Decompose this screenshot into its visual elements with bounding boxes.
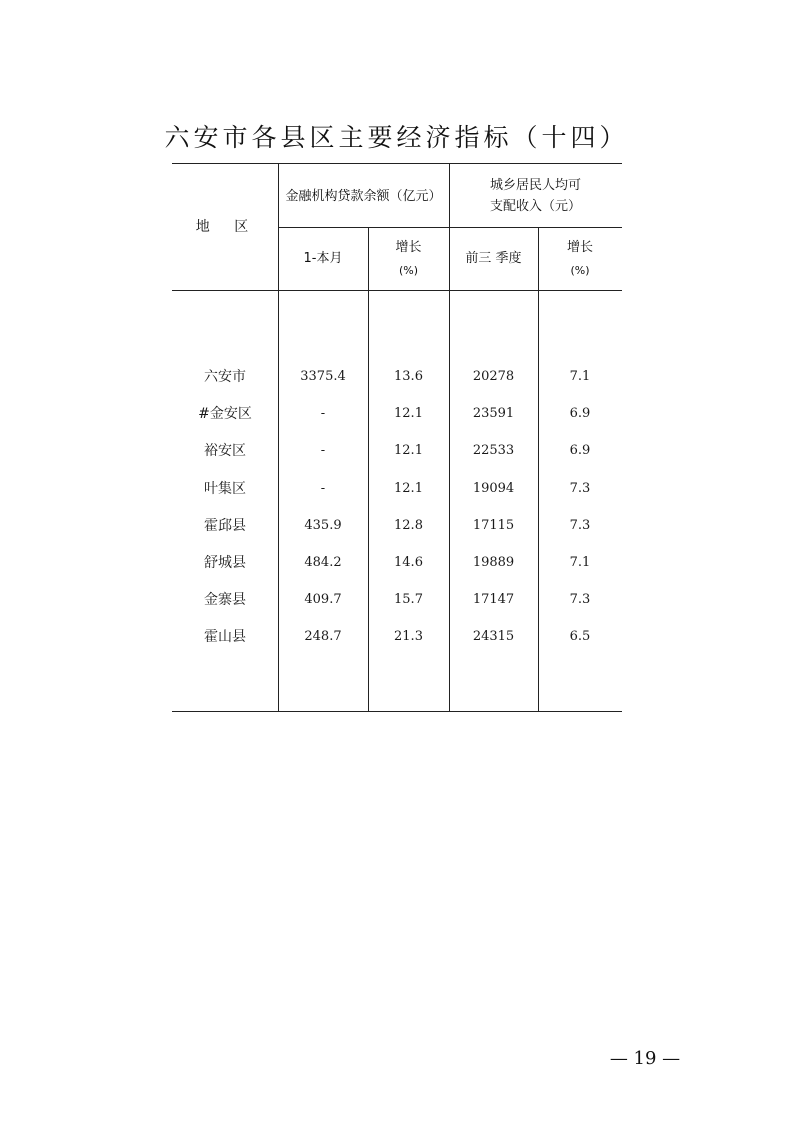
table-row — [172, 625, 622, 649]
loan-cell: - — [320, 406, 326, 421]
loan-cell: - — [320, 443, 326, 458]
header-loan-group: 金融机构贷款余额（亿元） — [285, 189, 442, 204]
table-row — [172, 514, 622, 538]
loan-cell: 409.7 — [304, 592, 342, 607]
loan-growth-cell: 15.7 — [394, 592, 423, 607]
header-loan-growth-unit: (%) — [398, 264, 419, 277]
header-region: 地 区 — [195, 219, 259, 235]
income-cell: 23591 — [472, 406, 515, 421]
region-cell: 金寨县 — [204, 592, 246, 608]
loan-growth-cell: 13.6 — [394, 369, 423, 384]
loan-cell: 484.2 — [304, 555, 342, 570]
table-row — [172, 439, 622, 463]
loan-growth-cell: 21.3 — [394, 629, 423, 644]
region-cell: 舒城县 — [204, 555, 246, 571]
loan-growth-cell: 12.1 — [394, 481, 423, 496]
header-bottom-rule — [172, 290, 622, 291]
table-bottom-rule — [172, 711, 622, 712]
income-growth-cell: 7.3 — [569, 481, 591, 496]
loan-growth-cell: 12.1 — [394, 443, 423, 458]
income-growth-cell: 7.1 — [569, 369, 591, 384]
header-income-group-line1: 城乡居民人均可 — [489, 178, 581, 193]
income-cell: 19094 — [472, 481, 515, 496]
header-income-growth: 增长 — [566, 240, 593, 255]
income-cell: 20278 — [472, 369, 515, 384]
income-cell: 17115 — [472, 518, 515, 533]
income-growth-cell: 6.9 — [569, 443, 591, 458]
header-income-group-line2: 支配收入（元） — [489, 199, 581, 214]
table-row — [172, 477, 622, 501]
header-loan-growth: 增长 — [395, 240, 422, 255]
region-cell: 霍邱县 — [204, 518, 246, 534]
header-mid-rule — [278, 227, 622, 228]
income-growth-cell: 7.1 — [569, 555, 591, 570]
income-growth-cell: 7.3 — [569, 518, 591, 533]
region-cell: 六安市 — [204, 369, 246, 385]
region-cell: #金安区 — [198, 406, 252, 422]
loan-cell: - — [320, 481, 326, 496]
header-income-growth-unit: (%) — [570, 264, 590, 277]
header-income-period: 前三 季度 — [465, 251, 522, 266]
table-row — [172, 588, 622, 612]
region-cell: 裕安区 — [204, 443, 246, 459]
header-loan-period: 1-本月 — [303, 251, 343, 266]
loan-growth-cell: 12.1 — [394, 406, 423, 421]
page-number: — 19 — — [609, 1048, 681, 1069]
loan-cell: 435.9 — [304, 518, 342, 533]
income-cell: 17147 — [472, 592, 515, 607]
page-title: 六安市各县区主要经济指标（十四） — [164, 123, 629, 152]
income-cell: 24315 — [472, 629, 515, 644]
income-growth-cell: 6.9 — [569, 406, 591, 421]
income-growth-cell: 6.5 — [569, 629, 591, 644]
income-cell: 22533 — [472, 443, 515, 458]
region-cell: 霍山县 — [204, 629, 246, 645]
loan-growth-cell: 14.6 — [394, 555, 423, 570]
region-cell: 叶集区 — [204, 481, 246, 497]
table-row — [172, 402, 622, 426]
loan-growth-cell: 12.8 — [394, 518, 423, 533]
indicator-table — [172, 163, 622, 712]
loan-cell: 248.7 — [304, 629, 342, 644]
table-top-rule — [172, 163, 622, 164]
income-cell: 19889 — [472, 555, 515, 570]
table-row — [172, 551, 622, 575]
loan-cell: 3375.4 — [300, 369, 346, 384]
income-growth-cell: 7.3 — [569, 592, 591, 607]
table-row — [172, 365, 622, 389]
